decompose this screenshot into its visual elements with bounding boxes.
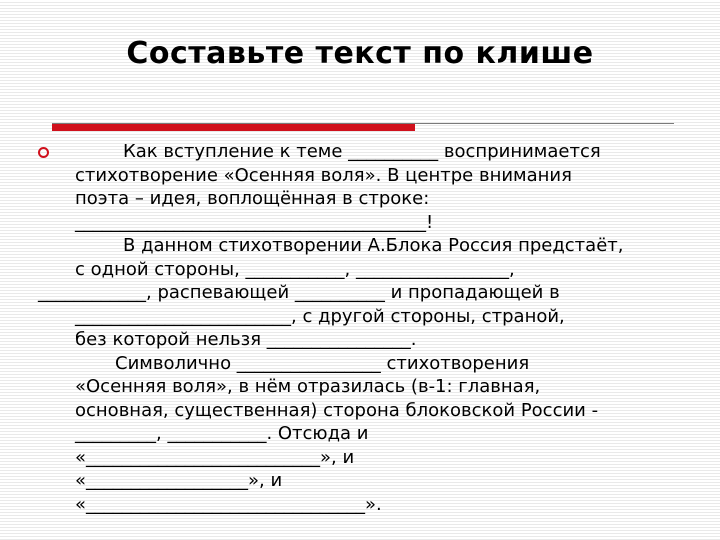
text-line [38,446,688,470]
line-text: «Осенняя воля», в нём отразилась (в-1: главная, [75,376,541,397]
text-line [38,375,688,399]
text-line [38,234,688,258]
text-line [38,187,688,211]
line-text: «_______________________________». [75,493,382,515]
line-text: основная, существенная) сторона блоковской России - [75,399,599,421]
line-text: Символично ________________ стихотворения [115,352,530,374]
text-line [38,258,688,282]
line-text: _______________________________________! [75,211,434,233]
text-line [38,281,688,305]
line-text: поэта – идея, воплощённая в строке: [75,188,430,209]
text-line [38,305,688,329]
line-text: Как вступление к теме __________ воспринимается [123,141,601,162]
accent-bar [52,124,415,131]
cliche-text [38,140,688,516]
text-line [38,352,688,376]
text-line [38,493,688,517]
text-line [38,422,688,446]
line-text: без которой нельзя ________________. [75,329,417,350]
line-text: «__________________________», и [75,446,355,468]
line-text: В данном стихотворении А.Блока Россия предстаёт, [123,235,624,256]
text-line [38,140,688,164]
line-text: с одной стороны, ___________, _________________, [75,258,515,280]
text-line [38,399,688,423]
line-text: ________________________, с другой стороны, страной, [75,305,565,327]
text-line [38,328,688,352]
slide-title: Составьте текст по клише [126,36,594,71]
text-line [38,164,688,188]
line-text: ____________, распевающей __________ и пропадающей в [38,282,560,303]
text-line [38,211,688,235]
line-text: «__________________», и [75,470,283,491]
text-line [38,469,688,493]
line-text: _________, ___________. Отсюда и [75,423,369,444]
line-text: стихотворение «Осенняя воля». В центре внимания [75,164,572,186]
